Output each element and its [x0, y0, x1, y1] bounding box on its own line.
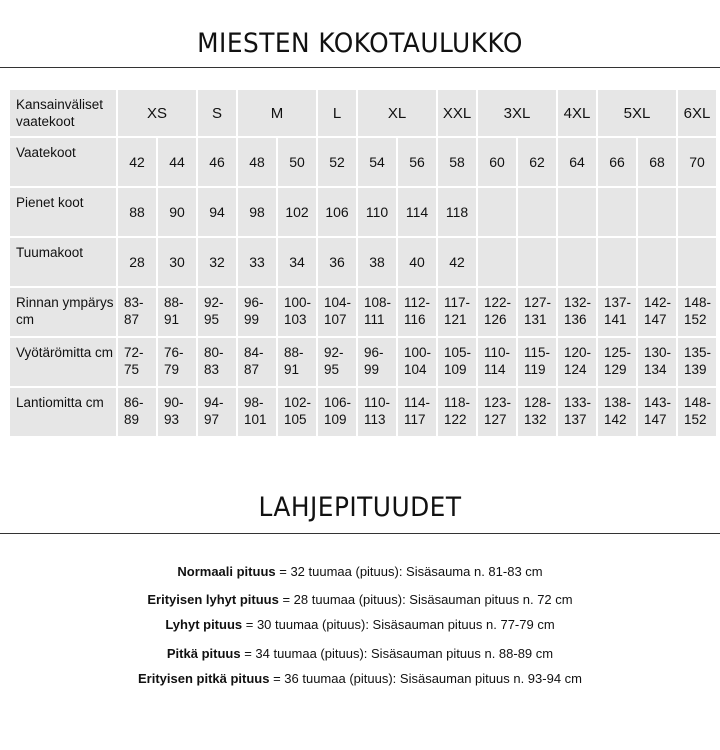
table-cell: 148- 152	[678, 388, 716, 436]
table-cell: 50	[278, 138, 316, 186]
table-cell: 94	[198, 188, 236, 236]
table-cell: 117- 121	[438, 288, 476, 336]
inseam-name: Lyhyt pituus	[165, 617, 243, 632]
table-cell: 104- 107	[318, 288, 356, 336]
table-cell: 42	[438, 238, 476, 286]
section-title: LAHJEPITUUDET	[258, 492, 462, 523]
table-cell: 90- 93	[158, 388, 196, 436]
size-header: XXL	[438, 90, 476, 136]
table-cell: 38	[358, 238, 396, 286]
table-cell: 96- 99	[238, 288, 276, 336]
row-label: Vyötärömitta cm	[10, 338, 116, 386]
inseam-detail: = 36 tuumaa (pituus): Sisäsauman pituus n. 93-94 cm	[269, 671, 582, 686]
size-header: 4XL	[558, 90, 596, 136]
inseam-line	[0, 564, 720, 579]
table-cell: 96- 99	[358, 338, 396, 386]
table-cell: 92- 95	[198, 288, 236, 336]
table-cell	[558, 188, 596, 236]
table-cell: 68	[638, 138, 676, 186]
inseam-name: Erityisen lyhyt pituus	[147, 592, 279, 607]
table-cell: 76- 79	[158, 338, 196, 386]
size-header: 5XL	[598, 90, 676, 136]
table-cell: 114- 117	[398, 388, 436, 436]
inseam-line	[0, 617, 720, 632]
table-cell: 110- 113	[358, 388, 396, 436]
table-cell	[558, 238, 596, 286]
table-cell: 94- 97	[198, 388, 236, 436]
table-cell: 84- 87	[238, 338, 276, 386]
table-cell: 36	[318, 238, 356, 286]
table-cell: 112- 116	[398, 288, 436, 336]
table-cell: 64	[558, 138, 596, 186]
table-cell: 105- 109	[438, 338, 476, 386]
table-cell: 98	[238, 188, 276, 236]
table-cell: 125- 129	[598, 338, 636, 386]
table-cell: 123- 127	[478, 388, 516, 436]
table-cell: 137- 141	[598, 288, 636, 336]
size-header: 3XL	[478, 90, 556, 136]
table-cell: 102	[278, 188, 316, 236]
table-cell	[638, 238, 676, 286]
table-cell: 130- 134	[638, 338, 676, 386]
page-title: MIESTEN KOKOTAULUKKO	[197, 28, 523, 59]
row-label: Lantiomitta cm	[10, 388, 116, 436]
inseam-detail: = 32 tuumaa (pituus): Sisäsauma n. 81-83 cm	[275, 564, 543, 579]
table-cell: 115- 119	[518, 338, 556, 386]
row-label: Tuumakoot	[10, 238, 116, 286]
table-cell: 88- 91	[278, 338, 316, 386]
table-cell: 40	[398, 238, 436, 286]
header-label: Kansainväliset vaatekoot	[10, 90, 116, 136]
table-cell	[638, 188, 676, 236]
size-header: 6XL	[678, 90, 716, 136]
table-cell: 127- 131	[518, 288, 556, 336]
table-cell: 114	[398, 188, 436, 236]
row-label: Vaatekoot	[10, 138, 116, 186]
table-cell	[478, 188, 516, 236]
table-cell: 102- 105	[278, 388, 316, 436]
table-cell: 83- 87	[118, 288, 156, 336]
table-cell: 133- 137	[558, 388, 596, 436]
inseam-name: Normaali pituus	[177, 564, 276, 579]
inseam-line	[0, 646, 720, 661]
table-cell: 122- 126	[478, 288, 516, 336]
table-cell: 120- 124	[558, 338, 596, 386]
table-cell: 118	[438, 188, 476, 236]
table-cell: 70	[678, 138, 716, 186]
table-cell: 32	[198, 238, 236, 286]
table-cell: 88	[118, 188, 156, 236]
table-cell: 56	[398, 138, 436, 186]
inseam-detail: = 28 tuumaa (pituus): Sisäsauman pituus n. 72 cm	[278, 592, 573, 607]
table-cell: 92- 95	[318, 338, 356, 386]
title-divider	[0, 67, 720, 68]
table-cell: 28	[118, 238, 156, 286]
table-cell: 80- 83	[198, 338, 236, 386]
size-header: XS	[118, 90, 196, 136]
table-cell: 100- 104	[398, 338, 436, 386]
table-cell: 110	[358, 188, 396, 236]
size-header: XL	[358, 90, 436, 136]
section-divider	[0, 533, 720, 534]
table-cell: 106	[318, 188, 356, 236]
table-cell: 86- 89	[118, 388, 156, 436]
table-cell: 33	[238, 238, 276, 286]
inseam-detail: = 30 tuumaa (pituus): Sisäsauman pituus n. 77-79 cm	[242, 617, 555, 632]
table-cell	[598, 238, 636, 286]
table-cell: 52	[318, 138, 356, 186]
table-cell: 143- 147	[638, 388, 676, 436]
table-cell: 58	[438, 138, 476, 186]
table-cell: 30	[158, 238, 196, 286]
table-cell: 88- 91	[158, 288, 196, 336]
table-cell: 135- 139	[678, 338, 716, 386]
size-header: L	[318, 90, 356, 136]
inseam-line	[0, 671, 720, 686]
table-cell: 72- 75	[118, 338, 156, 386]
table-cell: 48	[238, 138, 276, 186]
table-cell	[678, 188, 716, 236]
row-label: Pienet koot	[10, 188, 116, 236]
table-cell: 138- 142	[598, 388, 636, 436]
table-cell: 62	[518, 138, 556, 186]
table-cell: 54	[358, 138, 396, 186]
size-header: S	[198, 90, 236, 136]
table-cell: 98- 101	[238, 388, 276, 436]
table-cell	[678, 238, 716, 286]
table-cell: 118- 122	[438, 388, 476, 436]
table-cell: 46	[198, 138, 236, 186]
table-cell: 44	[158, 138, 196, 186]
table-cell: 148- 152	[678, 288, 716, 336]
inseam-name: Erityisen pitkä pituus	[137, 671, 270, 686]
inseam-name: Pitkä pituus	[166, 646, 245, 661]
table-cell: 100- 103	[278, 288, 316, 336]
table-cell: 142- 147	[638, 288, 676, 336]
size-header: M	[238, 90, 316, 136]
table-cell: 128- 132	[518, 388, 556, 436]
table-cell: 42	[118, 138, 156, 186]
inseam-line	[0, 592, 720, 607]
table-cell	[518, 238, 556, 286]
table-cell	[478, 238, 516, 286]
table-cell: 60	[478, 138, 516, 186]
table-cell: 108- 111	[358, 288, 396, 336]
row-label: Rinnan ympärys cm	[10, 288, 116, 336]
table-cell: 34	[278, 238, 316, 286]
table-cell	[598, 188, 636, 236]
table-cell	[518, 188, 556, 236]
inseam-detail: = 34 tuumaa (pituus): Sisäsauman pituus n. 88-89 cm	[244, 646, 554, 661]
table-cell: 106- 109	[318, 388, 356, 436]
table-cell: 66	[598, 138, 636, 186]
table-cell: 110- 114	[478, 338, 516, 386]
table-cell: 132- 136	[558, 288, 596, 336]
table-cell: 90	[158, 188, 196, 236]
